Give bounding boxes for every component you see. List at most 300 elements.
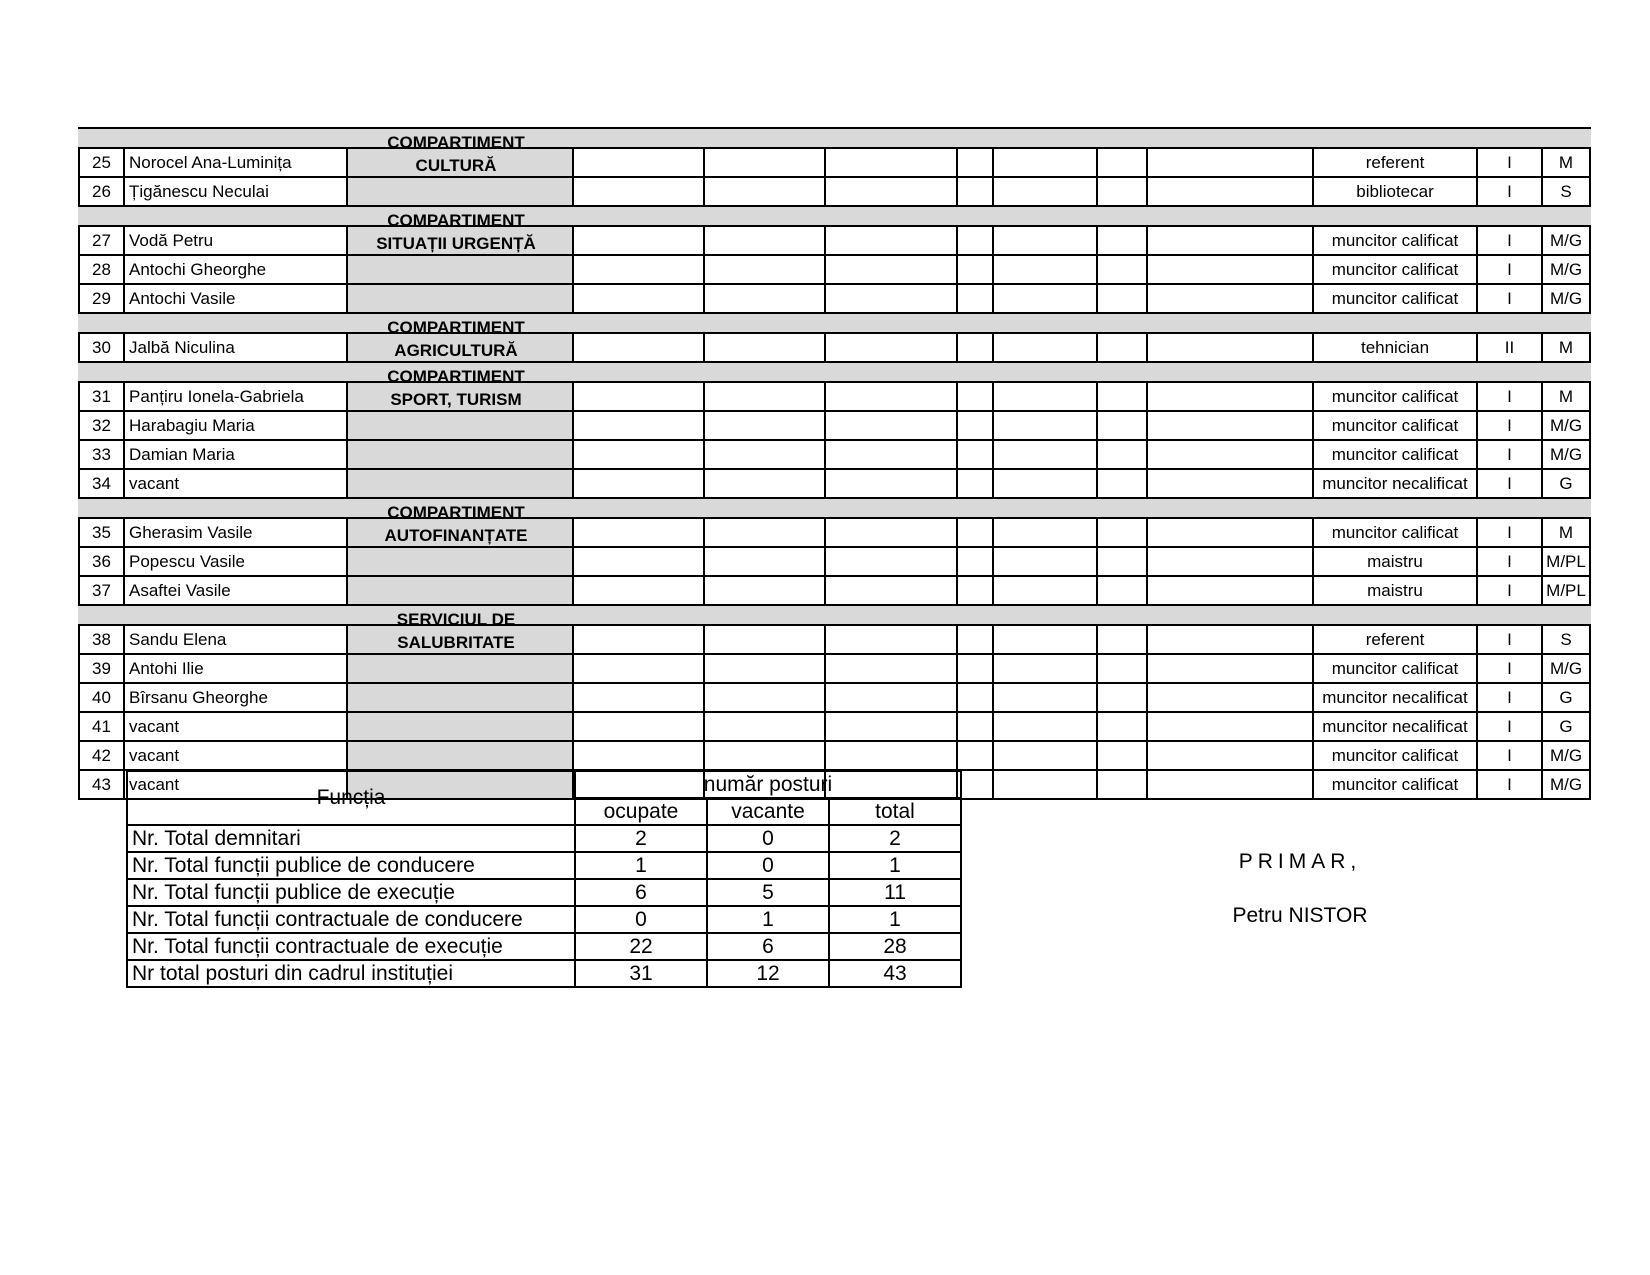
job-title: maistru [1314,548,1478,575]
empty-cell [826,655,958,682]
job-class: I [1478,227,1543,254]
empty-cell [826,383,958,410]
empty-cell [826,577,958,604]
department-cell [348,334,574,361]
job-class: I [1478,178,1543,205]
empty-cell [1148,256,1314,283]
summary-row [127,879,961,906]
col-header-ocupate: ocupate [575,798,707,825]
empty-cell [1148,742,1314,769]
employee-name: Harabagiu Maria [125,412,348,439]
job-title: muncitor calificat [1314,655,1478,682]
empty-cell [1098,519,1148,546]
total-count: 2 [829,825,961,852]
empty-cell [994,334,1098,361]
total-count: 1 [829,852,961,879]
empty-cell [574,441,705,468]
empty-cell [994,626,1098,653]
education-level: M [1543,334,1591,361]
education-level: M/G [1543,256,1591,283]
department-group [78,129,1591,207]
row-number: 29 [78,285,125,312]
job-class: I [1478,470,1543,497]
department-cell [348,256,574,283]
table-row [78,227,1591,256]
department-label-line: COMPARTIMENT [387,367,525,386]
empty-cell [574,742,705,769]
empty-cell [1098,771,1148,798]
empty-cell [958,412,994,439]
department-header-band [78,207,1591,227]
department-label-line: COMPARTIMENT [387,133,525,152]
empty-cell [705,412,826,439]
empty-cell [1098,285,1148,312]
empty-cell [994,742,1098,769]
department-cell [348,441,574,468]
empty-cell [705,441,826,468]
summary-label: Nr. Total demnitari [127,825,575,852]
department-cell [348,655,574,682]
empty-cell [826,256,958,283]
empty-cell [1098,742,1148,769]
empty-cell [1098,655,1148,682]
department-label-line: SITUAȚII URGENȚĂ [376,234,536,253]
department-cell [348,548,574,575]
col-header-vacante: vacante [707,798,829,825]
department-cell [348,626,574,653]
department-label-line: AUTOFINANȚATE [384,526,528,545]
row-number: 41 [78,713,125,740]
functia-header: Funcția [127,771,575,825]
department-label-line: SALUBRITATE [397,633,515,652]
job-class: I [1478,256,1543,283]
employee-name: Norocel Ana-Luminița [125,149,348,176]
empty-cell [958,383,994,410]
occupied-count: 1 [575,852,707,879]
empty-cell [826,178,958,205]
table-row [78,256,1591,285]
empty-cell [1148,285,1314,312]
vacant-count: 5 [707,879,829,906]
education-level: M [1543,149,1591,176]
row-number: 25 [78,149,125,176]
department-cell [348,383,574,410]
table-row [78,412,1591,441]
table-row [78,742,1591,771]
signature-title: PRIMAR, [1238,850,1362,873]
empty-cell [705,334,826,361]
empty-cell [958,441,994,468]
table-row [78,626,1591,655]
summary-label: Nr. Total funcții publice de execuție [127,879,575,906]
empty-cell [574,519,705,546]
row-number: 26 [78,178,125,205]
education-level: M/G [1543,227,1591,254]
department-label-line: SPORT, TURISM [390,390,522,409]
department-cell [348,412,574,439]
empty-cell [574,149,705,176]
education-level: G [1543,684,1591,711]
vacant-count: 0 [707,852,829,879]
education-level: M/PL [1543,577,1591,604]
empty-cell [994,178,1098,205]
row-number: 35 [78,519,125,546]
department-header-band [78,314,1591,334]
empty-cell [705,742,826,769]
education-level: M/G [1543,285,1591,312]
job-title: maistru [1314,577,1478,604]
empty-cell [994,470,1098,497]
empty-cell [826,149,958,176]
employee-name: Jalbă Niculina [125,334,348,361]
total-count: 1 [829,906,961,933]
job-title: muncitor calificat [1314,519,1478,546]
table-row [78,178,1591,207]
job-class: I [1478,285,1543,312]
education-level: M/G [1543,742,1591,769]
empty-cell [574,383,705,410]
empty-cell [958,470,994,497]
job-class: I [1478,713,1543,740]
empty-cell [705,470,826,497]
empty-cell [958,519,994,546]
education-level: S [1543,178,1591,205]
department-header-band [78,129,1591,149]
total-count: 28 [829,933,961,960]
empty-cell [994,383,1098,410]
job-title: bibliotecar [1314,178,1478,205]
empty-cell [1098,334,1148,361]
empty-cell [574,577,705,604]
empty-cell [826,470,958,497]
row-number: 38 [78,626,125,653]
department-cell [348,577,574,604]
empty-cell [705,383,826,410]
table-row [78,149,1591,178]
row-number: 37 [78,577,125,604]
empty-cell [1098,383,1148,410]
summary-row [127,960,961,987]
summary-row [127,933,961,960]
table-row [78,334,1591,363]
empty-cell [705,655,826,682]
job-title: muncitor calificat [1314,227,1478,254]
job-class: I [1478,149,1543,176]
empty-cell [994,256,1098,283]
department-label-line: COMPARTIMENT [387,503,525,522]
education-level: M/G [1543,412,1591,439]
empty-cell [826,441,958,468]
staff-table [78,127,1591,800]
employee-name: Antochi Vasile [125,285,348,312]
empty-cell [958,577,994,604]
empty-cell [1148,470,1314,497]
empty-cell [705,519,826,546]
department-cell [348,742,574,769]
empty-cell [574,655,705,682]
empty-cell [958,149,994,176]
empty-cell [1098,626,1148,653]
empty-cell [574,548,705,575]
empty-cell [574,178,705,205]
empty-cell [705,548,826,575]
summary-row [127,906,961,933]
empty-cell [705,149,826,176]
summary-row [127,825,961,852]
row-number: 30 [78,334,125,361]
vacant-count: 0 [707,825,829,852]
vacant-count: 6 [707,933,829,960]
empty-cell [705,256,826,283]
empty-cell [826,548,958,575]
table-row [78,713,1591,742]
employee-name: Gherasim Vasile [125,519,348,546]
vacant-count: 12 [707,960,829,987]
employee-name: Panțiru Ionela-Gabriela [125,383,348,410]
job-class: I [1478,771,1543,798]
empty-cell [958,655,994,682]
education-level: M/G [1543,655,1591,682]
empty-cell [994,548,1098,575]
signature-name: Petru NISTOR [1232,904,1368,927]
job-class: I [1478,684,1543,711]
empty-cell [958,227,994,254]
empty-cell [1098,684,1148,711]
empty-cell [958,684,994,711]
summary-label: Nr total posturi din cadrul instituției [127,960,575,987]
job-class: I [1478,548,1543,575]
empty-cell [826,626,958,653]
employee-name: Vodă Petru [125,227,348,254]
empty-cell [574,713,705,740]
row-number: 31 [78,383,125,410]
summary-label: Nr. Total funcții contractuale de conducere [127,906,575,933]
job-title: tehnician [1314,334,1478,361]
job-class: II [1478,334,1543,361]
department-cell [348,713,574,740]
empty-cell [958,771,994,798]
occupied-count: 6 [575,879,707,906]
empty-cell [1148,713,1314,740]
department-cell [348,470,574,497]
department-group [78,499,1591,606]
empty-cell [574,470,705,497]
department-cell [348,149,574,176]
job-class: I [1478,519,1543,546]
job-class: I [1478,626,1543,653]
empty-cell [1148,655,1314,682]
table-row [78,383,1591,412]
empty-cell [705,178,826,205]
empty-cell [574,285,705,312]
vacant-count: 1 [707,906,829,933]
empty-cell [958,178,994,205]
empty-cell [826,684,958,711]
job-class: I [1478,742,1543,769]
row-number: 32 [78,412,125,439]
empty-cell [705,713,826,740]
education-level: S [1543,626,1591,653]
education-level: M/PL [1543,548,1591,575]
education-level: G [1543,470,1591,497]
empty-cell [705,626,826,653]
empty-cell [826,412,958,439]
job-class: I [1478,655,1543,682]
empty-cell [574,227,705,254]
table-row [78,548,1591,577]
empty-cell [826,334,958,361]
empty-cell [958,334,994,361]
education-level: M [1543,383,1591,410]
row-number: 39 [78,655,125,682]
empty-cell [1098,256,1148,283]
empty-cell [1148,334,1314,361]
job-title: muncitor calificat [1314,285,1478,312]
job-title: muncitor calificat [1314,742,1478,769]
job-title: muncitor necalificat [1314,470,1478,497]
empty-cell [994,771,1098,798]
job-title: muncitor calificat [1314,412,1478,439]
empty-cell [574,684,705,711]
education-level: M/G [1543,771,1591,798]
empty-cell [1098,149,1148,176]
job-class: I [1478,412,1543,439]
empty-cell [826,285,958,312]
empty-cell [574,334,705,361]
col-header-total: total [829,798,961,825]
department-cell [348,178,574,205]
department-group [78,363,1591,499]
table-row [78,285,1591,314]
employee-name: Bîrsanu Gheorghe [125,684,348,711]
empty-cell [826,227,958,254]
employee-name: Antohi Ilie [125,655,348,682]
empty-cell [1148,227,1314,254]
empty-cell [705,285,826,312]
summary-table [126,770,962,988]
row-number: 40 [78,684,125,711]
empty-cell [826,519,958,546]
employee-name: vacant [125,470,348,497]
empty-cell [958,256,994,283]
employee-name: vacant [125,742,348,769]
empty-cell [1098,178,1148,205]
empty-cell [826,713,958,740]
department-label-line: AGRICULTURĂ [394,341,518,360]
job-title: muncitor calificat [1314,771,1478,798]
empty-cell [1098,470,1148,497]
occupied-count: 22 [575,933,707,960]
empty-cell [1148,548,1314,575]
empty-cell [1148,771,1314,798]
department-header-band [78,499,1591,519]
department-group [78,207,1591,314]
table-row [78,441,1591,470]
empty-cell [994,441,1098,468]
job-title: muncitor calificat [1314,383,1478,410]
empty-cell [1148,149,1314,176]
table-row [78,655,1591,684]
department-cell [348,519,574,546]
empty-cell [994,684,1098,711]
signature-block [1150,850,1450,928]
department-header-band [78,363,1591,383]
empty-cell [958,626,994,653]
job-title: muncitor necalificat [1314,684,1478,711]
summary-label: Nr. Total funcții publice de conducere [127,852,575,879]
employee-name: vacant [125,713,348,740]
empty-cell [1148,684,1314,711]
job-class: I [1478,441,1543,468]
empty-cell [1148,519,1314,546]
department-group [78,314,1591,363]
row-number: 43 [78,771,125,798]
empty-cell [994,227,1098,254]
job-title: muncitor calificat [1314,441,1478,468]
empty-cell [574,626,705,653]
posts-header: număr posturi [575,771,961,798]
empty-cell [1098,227,1148,254]
empty-cell [1098,577,1148,604]
empty-cell [958,285,994,312]
empty-cell [1148,383,1314,410]
education-level: G [1543,713,1591,740]
empty-cell [574,256,705,283]
total-count: 11 [829,879,961,906]
empty-cell [1148,626,1314,653]
department-cell [348,285,574,312]
empty-cell [1098,548,1148,575]
summary-label: Nr. Total funcții contractuale de execuție [127,933,575,960]
table-row [78,577,1591,606]
table-row [78,684,1591,713]
row-number: 28 [78,256,125,283]
education-level: M [1543,519,1591,546]
department-cell [348,684,574,711]
job-class: I [1478,383,1543,410]
employee-name: Damian Maria [125,441,348,468]
empty-cell [705,227,826,254]
occupied-count: 2 [575,825,707,852]
empty-cell [1148,441,1314,468]
empty-cell [958,548,994,575]
employee-name: Sandu Elena [125,626,348,653]
empty-cell [958,713,994,740]
empty-cell [1148,577,1314,604]
empty-cell [994,713,1098,740]
empty-cell [994,577,1098,604]
empty-cell [1098,713,1148,740]
empty-cell [826,742,958,769]
table-row [78,519,1591,548]
employee-name: vacant [125,771,348,798]
empty-cell [1098,441,1148,468]
summary-row [127,852,961,879]
table-row [78,470,1591,499]
department-cell [348,227,574,254]
department-label-line: COMPARTIMENT [387,211,525,230]
department-header-band [78,606,1591,626]
job-title: muncitor necalificat [1314,713,1478,740]
empty-cell [994,519,1098,546]
job-title: referent [1314,626,1478,653]
employee-name: Antochi Gheorghe [125,256,348,283]
empty-cell [994,412,1098,439]
department-label-line: SERVICIUL DE [396,610,516,629]
empty-cell [1098,412,1148,439]
total-count: 43 [829,960,961,987]
empty-cell [994,655,1098,682]
